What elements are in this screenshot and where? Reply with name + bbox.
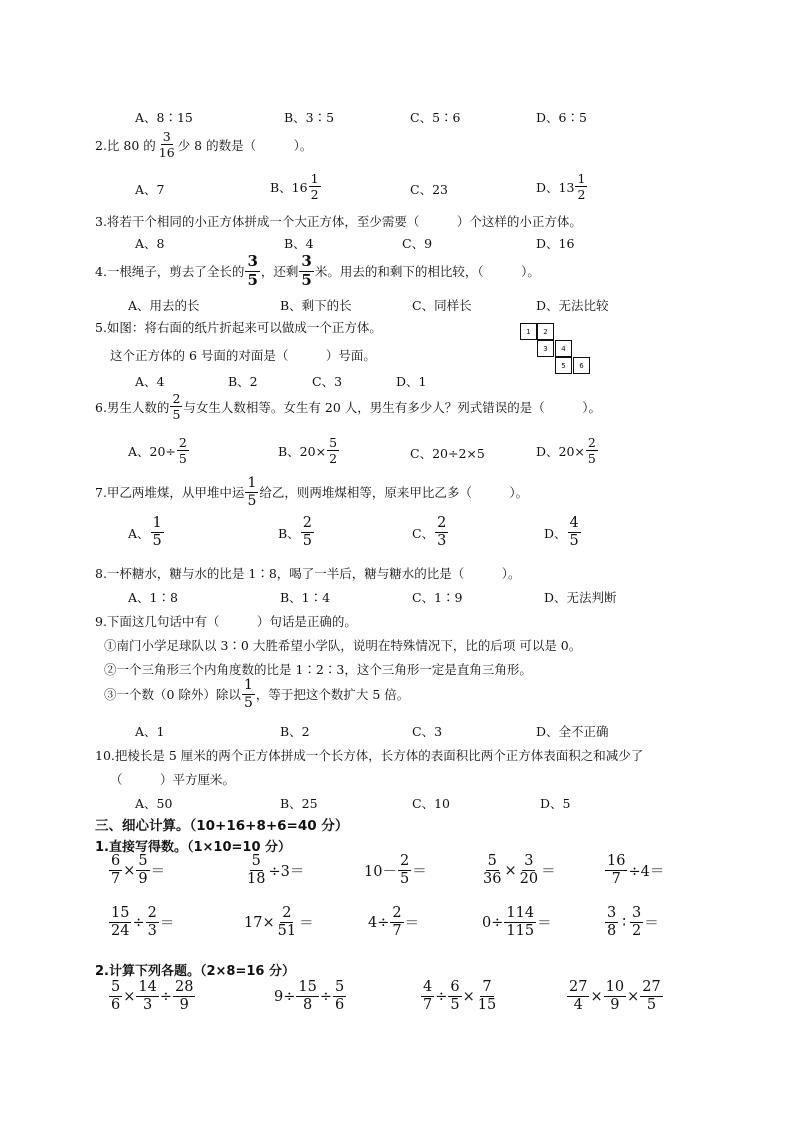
q1-option-d[interactable]: D、6∶5: [536, 110, 587, 125]
q2-option-b[interactable]: B、16 1 2: [270, 171, 319, 203]
q9-statement-2: ②一个三角形三个内角度数的比是 1∶2∶3，这个三角形一定是直角三角形。: [104, 662, 532, 677]
q3-option-b[interactable]: B、4: [284, 236, 314, 251]
cube-face-4: 4: [555, 340, 572, 357]
q8-option-d[interactable]: D、无法判断: [544, 590, 617, 605]
q8-option-b[interactable]: B、1∶4: [280, 590, 331, 605]
calc2-item-1[interactable]: $\frac{5}{6}$ × $\frac{14}{3}$ ÷ $\frac{28}{9}$: [111, 979, 194, 1014]
q6-option-d[interactable]: D、20× $\frac{2}{5}$: [536, 435, 596, 467]
calc1-item-8[interactable]: 4÷ $\frac{2}{7}$ ＝: [368, 905, 420, 940]
q9-option-b[interactable]: B、2: [280, 724, 310, 739]
q2-option-a[interactable]: A、7: [135, 182, 165, 197]
q1-option-a[interactable]: A、8∶15: [135, 110, 193, 125]
q2-option-c[interactable]: C、23: [410, 182, 448, 197]
q5-option-c[interactable]: C、3: [312, 374, 343, 389]
q7-option-a[interactable]: A、 1 5: [128, 515, 162, 550]
q10-option-c[interactable]: C、10: [412, 796, 450, 811]
q6-option-a[interactable]: A、20÷ $\frac{2}{5}$: [128, 435, 187, 467]
calc1-item-6[interactable]: $\frac{15}{24}$ ÷ $\frac{2}{3}$ ＝: [111, 905, 175, 940]
calc1-item-5[interactable]: $\frac{16}{7}$ ÷4＝: [607, 853, 665, 888]
q9-statement-1: ①南门小学足球队以 3∶0 大胜希望小学队，说明在特殊情况下，比的后项 可以是 0。: [104, 638, 582, 653]
section-3-title: 三、细心计算。（10+16+8+6=40 分）: [95, 818, 349, 834]
q9-option-c[interactable]: C、3: [412, 724, 443, 739]
cube-face-6: 6: [573, 357, 590, 374]
calc1-item-9[interactable]: 0÷ $\frac{114}{115}$ ＝: [482, 905, 552, 940]
q3-option-c[interactable]: C、9: [402, 236, 433, 251]
subsection-2-title: 2.计算下列各题。（2×8=16 分）: [95, 964, 295, 979]
q2-option-d[interactable]: D、13 1 2: [536, 171, 586, 203]
q7-option-b[interactable]: B、 2 5: [278, 515, 312, 550]
q7-option-c[interactable]: C、 2 3: [412, 515, 447, 550]
cube-face-5: 5: [555, 357, 572, 374]
q3-option-d[interactable]: D、16: [536, 236, 575, 251]
q1-option-b[interactable]: B、3∶5: [284, 110, 335, 125]
q9-option-d[interactable]: D、全不正确: [536, 724, 609, 739]
calc1-item-4[interactable]: $\frac{5}{36}$ × $\frac{3}{20}$ ＝: [483, 853, 556, 888]
q2-stem-post: 少 8 的数是（ ）。: [177, 137, 313, 153]
calc1-item-7[interactable]: 17× $\frac{2}{51}$ ＝: [244, 905, 314, 940]
q7-stem: 7.甲乙两堆煤，从甲堆中运 1 5 给乙，则两堆煤相等，原来甲比乙多（ ）。: [95, 475, 529, 509]
q2-stem: [95, 130, 312, 159]
q4-option-a[interactable]: A、用去的长: [128, 298, 200, 313]
q8-option-a[interactable]: A、1∶8: [128, 590, 178, 605]
q8-stem: 8.一杯糖水，糖与水的比是 1∶8，喝了一半后，糖与糖水的比是（ ）。: [95, 566, 521, 581]
q10-option-a[interactable]: A、50: [135, 796, 173, 811]
q5-option-d[interactable]: D、1: [396, 374, 427, 389]
q2-stem-pre: 2.比 80 的: [95, 137, 156, 153]
q5-stem-line1: 5.如图：将右面的纸片折起来可以做成一个正方体。: [95, 320, 382, 335]
q3-stem: 3.将若干个相同的小正方体拼成一个大正方体，至少需要（ ）个这样的小正方体。: [95, 214, 582, 229]
cube-face-2: 2: [537, 323, 554, 340]
q10-option-b[interactable]: B、25: [280, 796, 318, 811]
q5-option-b[interactable]: B、2: [228, 374, 258, 389]
q4-option-b[interactable]: B、剩下的长: [280, 298, 352, 313]
q4-option-c[interactable]: C、同样长: [412, 298, 472, 313]
calc2-item-2[interactable]: 9÷ $\frac{15}{8}$ ÷ $\frac{5}{6}$: [274, 979, 345, 1014]
subsection-1-title: 1.直接写得数。（1×10=10 分）: [95, 840, 292, 855]
q3-option-a[interactable]: A、8: [135, 236, 165, 251]
q6-option-b[interactable]: B、20× $\frac{5}{2}$: [278, 435, 338, 467]
q10-stem-line1: 10.把棱长是 5 厘米的两个正方体拼成一个长方体，长方体的表面积比两个正方体表面积之和减少了: [95, 748, 644, 763]
q9-option-a[interactable]: A、1: [135, 724, 165, 739]
q7-option-d[interactable]: D、 4 5: [544, 515, 579, 550]
q10-option-d[interactable]: D、5: [540, 796, 571, 811]
q10-stem-line2: （ ）平方厘米。: [110, 772, 236, 787]
q9-stem: 9.下面这几句话中有（ ）句话是正确的。: [95, 614, 357, 629]
calc1-item-1[interactable]: $\frac{6}{7}$ × $\frac{5}{9}$ ＝: [111, 853, 166, 888]
calc1-item-10[interactable]: 3 8 ∶ 3 2 ＝: [607, 905, 659, 940]
q5-option-a[interactable]: A、4: [135, 374, 165, 389]
q2-fraction: 3 16: [158, 129, 175, 161]
q4-option-d[interactable]: D、无法比较: [536, 298, 609, 313]
cube-face-3: 3: [537, 340, 554, 357]
calc2-item-3[interactable]: $\frac{4}{7}$ ÷ $\frac{6}{5}$ × $\frac{7}{15}$: [423, 979, 497, 1014]
calc1-item-2[interactable]: $\frac{5}{18}$ ÷3＝: [247, 853, 305, 888]
q9-statement-3: ③一个数（0 除外）除以 1 5 ，等于把这个数扩大 5 倍。: [104, 677, 410, 711]
q5-stem-line2: 这个正方体的 6 号面的对面是（ ）号面。: [110, 348, 376, 363]
q4-stem: 4.一根绳子，剪去了全长的 3 5 ，还剩 3 5 米。用去的和剩下的相比较，（ ）。: [95, 252, 540, 289]
q6-stem: 6.男生人数的 2 5 与女生人数相等。女生有 20 人，男生有多少人？列式错误的是（ ）。: [95, 391, 601, 423]
cube-face-1: 1: [520, 323, 537, 340]
q8-option-c[interactable]: C、1∶9: [412, 590, 463, 605]
q6-option-c[interactable]: C、20÷2×5: [410, 446, 485, 461]
calc2-item-4[interactable]: $\frac{27}{4}$ × $\frac{10}{9}$ × $\frac{27}{5}$: [569, 979, 661, 1014]
calc1-item-3[interactable]: 10－ 2 5 ＝: [364, 853, 427, 888]
q1-option-c[interactable]: C、5∶6: [410, 110, 461, 125]
